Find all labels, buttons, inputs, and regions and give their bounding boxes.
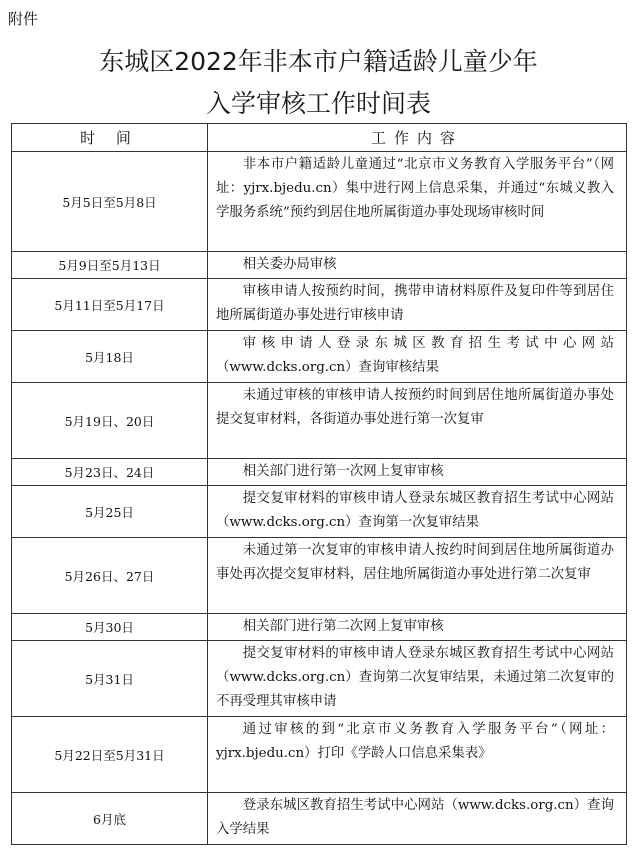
row-time: 5月26日、27日 <box>12 538 208 614</box>
row-time: 5月19日、20日 <box>12 383 208 459</box>
row-content: 相关委办局审核 <box>208 252 627 279</box>
schedule-table <box>11 123 627 845</box>
row-content: 审核申请人登录东城区教育招生考试中心网站（www.dcks.org.cn）查询审核结果 <box>208 331 627 383</box>
row-time: 5月5日至5月8日 <box>12 152 208 252</box>
table-row <box>12 252 627 279</box>
row-content: 相关部门进行第一次网上复审审核 <box>208 459 627 486</box>
row-time: 5月11日至5月17日 <box>12 279 208 331</box>
row-content: 通过审核的到“北京市义务教育入学服务平台”（网址：yjrx.bjedu.cn）打印《学龄人口信息采集表》 <box>208 717 627 793</box>
table-row <box>12 383 627 459</box>
row-time: 6月底 <box>12 793 208 845</box>
table-row <box>12 459 627 486</box>
table-row <box>12 641 627 717</box>
row-time: 5月9日至5月13日 <box>12 252 208 279</box>
table-row <box>12 331 627 383</box>
document-title-line2: 入学审核工作时间表 <box>205 89 431 118</box>
table-row <box>12 538 627 614</box>
row-content: 未通过审核的审核申请人按预约时间到居住地所属街道办事处提交复审材料，各街道办事处进行第一次复审 <box>208 383 627 459</box>
table-row <box>12 717 627 793</box>
row-content: 相关部门进行第二次网上复审审核 <box>208 614 627 641</box>
row-time: 5月25日 <box>12 486 208 538</box>
row-content: 非本市户籍适龄儿童通过“北京市义务教育入学服务平台”（网址：yjrx.bjedu.cn）集中进行网上信息采集，并通过“东城义教入学服务系统”预约到居住地所属街道办事处现场审核时间 <box>208 152 627 252</box>
row-time: 5月23日、24日 <box>12 459 208 486</box>
row-time: 5月18日 <box>12 331 208 383</box>
table-header-row <box>12 124 627 152</box>
row-content: 提交复审材料的审核申请人登录东城区教育招生考试中心网站（www.dcks.org.cn）查询第二次复审结果，未通过第二次复审的不再受理其审核申请 <box>208 641 627 717</box>
row-time: 5月30日 <box>12 614 208 641</box>
row-content: 未通过第一次复审的审核申请人按约时间到居住地所属街道办事处再次提交复审材料，居住地所属街道办事处进行第二次复审 <box>208 538 627 614</box>
table-row <box>12 279 627 331</box>
document-title-line1: 东城区2022年非本市户籍适龄儿童少年 <box>99 47 538 76</box>
row-content: 审核申请人按预约时间，携带申请材料原件及复印件等到居住地所属街道办事处进行审核申请 <box>208 279 627 331</box>
row-time: 5月31日 <box>12 641 208 717</box>
table-row <box>12 486 627 538</box>
header-content: 工作内容 <box>208 124 627 152</box>
row-time: 5月22日至5月31日 <box>12 717 208 793</box>
table-row <box>12 793 627 845</box>
attachment-label: 附件 <box>8 10 39 28</box>
table-row <box>12 152 627 252</box>
row-content: 登录东城区教育招生考试中心网站（www.dcks.org.cn）查询入学结果 <box>208 793 627 845</box>
header-time: 时 间 <box>12 124 208 152</box>
row-content: 提交复审材料的审核申请人登录东城区教育招生考试中心网站（www.dcks.org.cn）查询第一次复审结果 <box>208 486 627 538</box>
table-row <box>12 614 627 641</box>
